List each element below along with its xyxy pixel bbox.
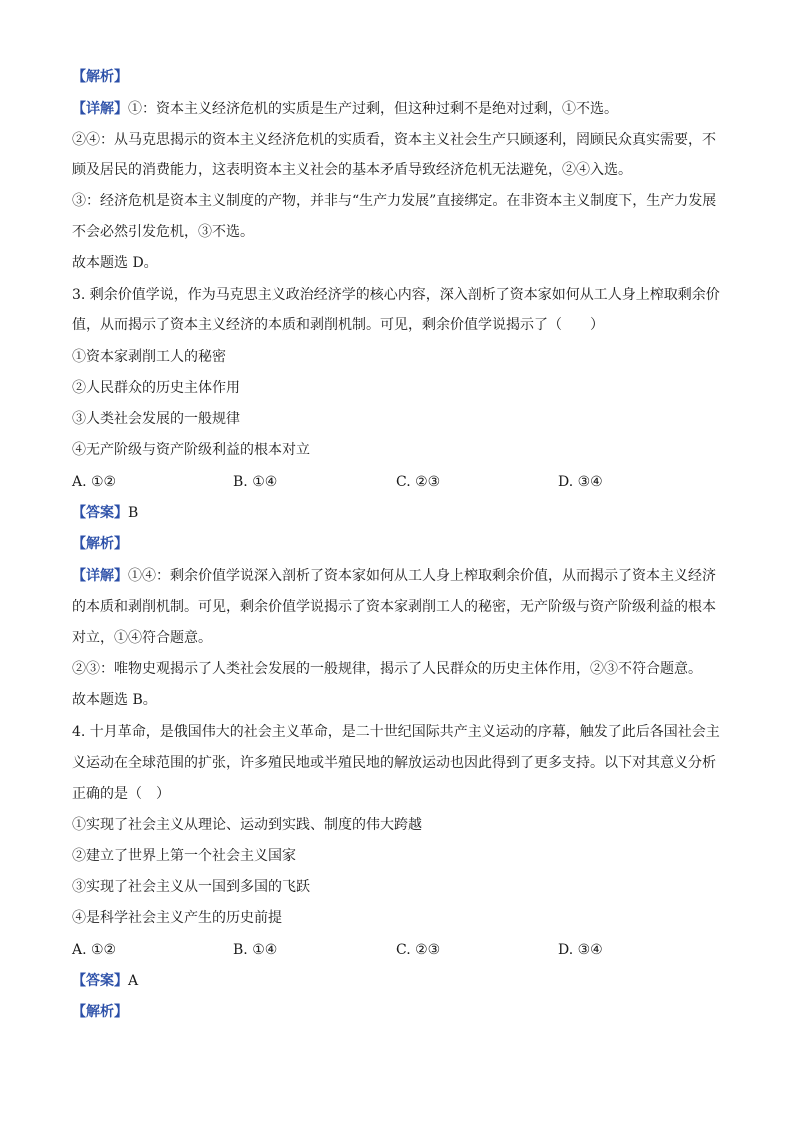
- analysis-heading: 【解析】: [72, 536, 128, 552]
- conclusion: 故本题选 B。: [72, 692, 157, 708]
- question-stem: 值，从而揭示了资本主义经济的本质和剥削机制。可见，剩余价值学说揭示了（ ）: [72, 317, 604, 333]
- question-stem: 3. 剩余价值学说，作为马克思主义政治经济学的核心内容，深入剖析了资本家如何从工人身上榨取剩余价: [72, 287, 720, 303]
- detail-line: 对立，①④符合题意。: [72, 630, 212, 646]
- statement-item: ②建立了世界上第一个社会主义国家: [72, 848, 296, 864]
- statement-item: ③人类社会发展的一般规律: [72, 411, 240, 427]
- detail-text: ①：资本主义经济危机的实质是生产过剩，但这种过剩不是绝对过剩，①不选。: [128, 101, 618, 117]
- answer-line: [72, 971, 724, 991]
- option-b: B. ①④: [233, 474, 278, 490]
- option-d: D. ③④: [558, 942, 603, 958]
- option-a: A. ①②: [72, 942, 117, 958]
- detail-text: ①④：剩余价值学说深入剖析了资本家如何从工人身上榨取剩余价值，从而揭示了资本主义经济: [128, 568, 716, 584]
- detail-label: 【详解】: [72, 101, 128, 117]
- statement-item: ④是科学社会主义产生的历史前提: [72, 910, 282, 926]
- question-stem: 义运动在全球范围的扩张，许多殖民地或半殖民地的解放运动也因此得到了更多支持。以下对其意义分析: [72, 755, 716, 771]
- option-c: C. ②③: [396, 474, 441, 490]
- analysis-heading: 【解析】: [72, 1004, 128, 1020]
- detail-line: 的本质和剥削机制。可见，剩余价值学说揭示了资本家剥削工人的秘密，无产阶级与资产阶级利益的根本: [72, 599, 716, 615]
- question-stem: 正确的是（ ）: [72, 786, 170, 802]
- detail-line: ②④：从马克思揭示的资本主义经济危机的实质看，资本主义社会生产只顾逐利，罔顾民众真实需要，不: [72, 132, 716, 148]
- statement-item: ④无产阶级与资产阶级利益的根本对立: [72, 442, 310, 458]
- detail-line: ②③：唯物史观揭示了人类社会发展的一般规律，揭示了人民群众的历史主体作用，②③不符合题意。: [72, 661, 702, 677]
- detail-line: [72, 566, 724, 586]
- question-stem: 4. 十月革命，是俄国伟大的社会主义革命，是二十世纪国际共产主义运动的序幕，触发了此后各国社会主: [72, 724, 720, 740]
- detail-line: 顾及居民的消费能力，这表明资本主义社会的基本矛盾导致经济危机无法避免，②④入选。: [72, 162, 632, 178]
- answer-label: 【答案】: [72, 973, 128, 989]
- option-c: C. ②③: [396, 942, 441, 958]
- answer-value: A: [128, 973, 139, 989]
- option-b: B. ①④: [233, 942, 278, 958]
- detail-line: 不会必然引发危机，③不选。: [72, 224, 254, 240]
- statement-item: ①实现了社会主义从理论、运动到实践、制度的伟大跨越: [72, 817, 422, 833]
- answer-line: [72, 503, 724, 523]
- option-d: D. ③④: [558, 474, 603, 490]
- detail-line: [72, 99, 724, 119]
- statement-item: ②人民群众的历史主体作用: [72, 380, 240, 396]
- answer-label: 【答案】: [72, 505, 128, 521]
- analysis-heading: 【解析】: [72, 69, 128, 85]
- option-a: A. ①②: [72, 474, 117, 490]
- statement-item: ③实现了社会主义从一国到多国的飞跃: [72, 879, 310, 895]
- detail-label: 【详解】: [72, 568, 128, 584]
- detail-line: ③：经济危机是资本主义制度的产物，并非与“生产力发展”直接绑定。在非资本主义制度下，生产力发展: [72, 193, 717, 209]
- conclusion: 故本题选 D。: [72, 255, 158, 271]
- statement-item: ①资本家剥削工人的秘密: [72, 349, 226, 365]
- answer-value: B: [128, 505, 139, 521]
